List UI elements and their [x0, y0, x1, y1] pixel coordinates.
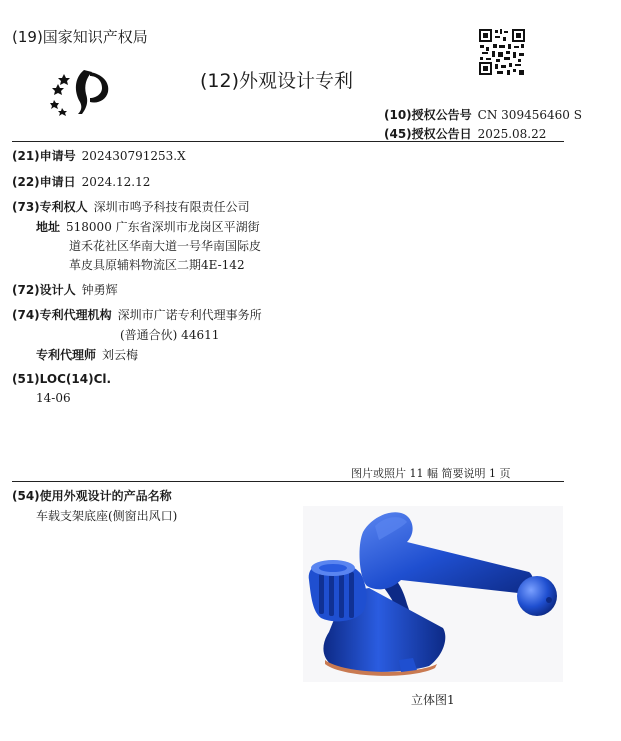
agency-row: [12, 306, 262, 323]
publication-date-label: (45)授权公告日: [384, 127, 472, 141]
publication-date: 2025.08.22: [477, 127, 547, 141]
publication-number-label: (10)授权公告号: [384, 108, 472, 122]
patentee-label: (73)专利权人: [12, 200, 88, 214]
application-number-row: [12, 147, 186, 164]
application-number-label: (21)申请号: [12, 149, 76, 163]
application-date-label: (22)申请日: [12, 175, 76, 189]
product-figure: [303, 506, 563, 682]
figure-caption: 立体图1: [411, 693, 455, 707]
agent: 刘云梅: [102, 348, 139, 362]
address-line: 革皮具原辅料物流区二期4E-142: [69, 258, 245, 272]
agency-label: (74)专利代理机构: [12, 308, 112, 322]
application-number: 202430791253.X: [81, 149, 186, 163]
designer-label: (72)设计人: [12, 283, 76, 297]
designer-row: [12, 281, 118, 298]
loc-label: (51)LOC(14)Cl.: [12, 372, 112, 386]
publication-number-row: [384, 106, 582, 123]
application-date-row: [12, 173, 150, 190]
application-date: 2024.12.12: [81, 175, 151, 189]
agency: 深圳市广诺专利代理事务所: [117, 308, 262, 322]
address-row: [36, 218, 260, 235]
qr-code: [478, 28, 526, 76]
cnipa-logo: [44, 66, 116, 116]
patentee: 深圳市鸣予科技有限责任公司: [93, 200, 250, 214]
agent-row: [36, 346, 138, 363]
patentee-row: [12, 198, 250, 215]
summary-counts: 图片或照片 11 幅 简要说明 1 页: [351, 467, 511, 480]
address-line: 道禾花社区华南大道一号华南国际皮: [69, 239, 262, 253]
agency-line: (普通合伙) 44611: [120, 328, 220, 342]
publication-date-row: [384, 125, 546, 142]
product-name-label: (54)使用外观设计的产品名称: [12, 489, 172, 503]
designer: 钟勇辉: [81, 283, 118, 297]
address-label: 地址: [36, 220, 61, 234]
product-name: 车载支架底座(侧窗出风口): [36, 509, 178, 523]
summary-divider: [12, 481, 564, 482]
office-name: (19)国家知识产权局: [12, 28, 148, 46]
address-line: 518000 广东省深圳市龙岗区平湖街: [66, 220, 260, 234]
header-divider: [12, 141, 564, 142]
loc-class: 14-06: [36, 391, 71, 405]
agent-label: 专利代理师: [36, 348, 97, 362]
publication-number: CN 309456460 S: [477, 108, 582, 122]
document-type: (12)外观设计专利: [200, 70, 354, 92]
